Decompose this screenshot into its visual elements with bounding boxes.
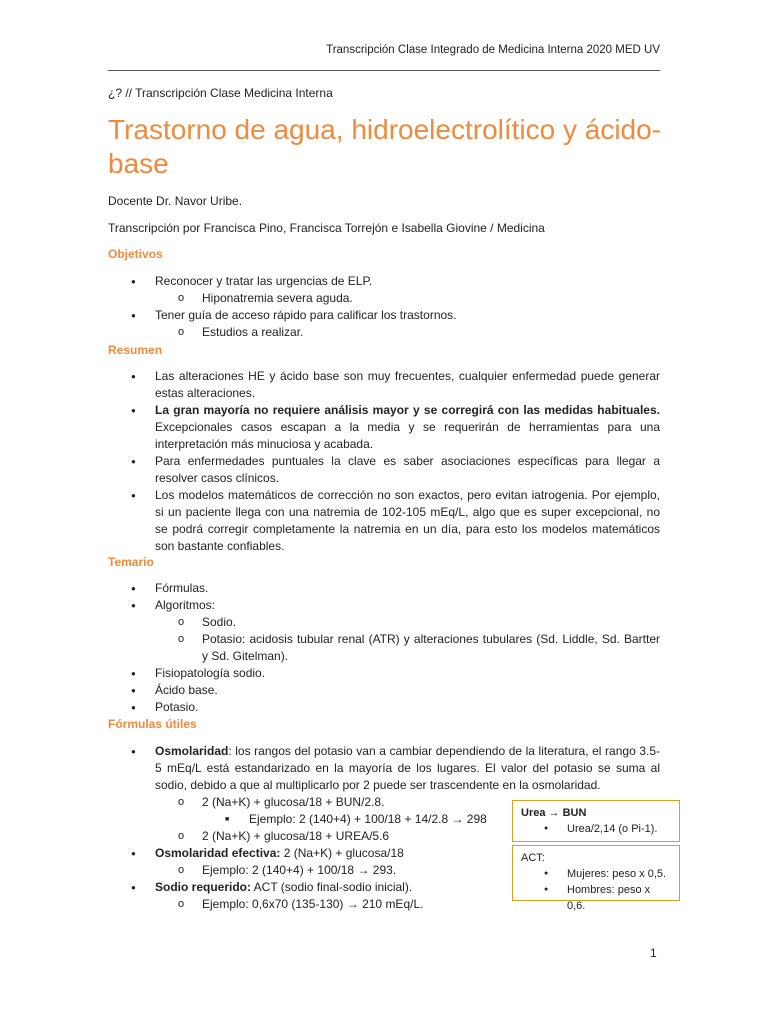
objetivos-list [108, 273, 660, 341]
list-item: ● Potasio. [108, 699, 660, 716]
list-item: ● La gran mayoría no requiere análisis mayor y se corregirá con las medidas habituales. Excepcionales casos escapan a la media y se requerirán de herramientas para una interpretación más minuciosa y acabada. [108, 402, 660, 453]
temario-list [108, 580, 660, 716]
document-title: Trastorno de agua, hidroelectrolítico y ácido-base [108, 114, 662, 179]
list-item: ● Mujeres: peso x 0,5. [521, 866, 671, 882]
section-heading-formulas: Fórmulas útiles [108, 717, 197, 731]
page-header [108, 39, 660, 71]
list-item: ● Ácido base. [108, 682, 660, 699]
list-item: ● Reconocer y tratar las urgencias de ELP. o Hiponatremia severa aguda. [108, 273, 660, 307]
list-item: ● Algoritmos: o Sodio. o Potasio: acidosis tubular renal (ATR) y alteraciones tubulares (Sd. Liddle, Sd. Bartter y Sd. Gitelman). [108, 597, 660, 665]
list-item: ● Las alteraciones HE y ácido base son muy frecuentes, cualquier enfermedad puede generar estas alteraciones. [108, 368, 660, 402]
running-title: Transcripción Clase Integrado de Medicina Interna 2020 MED UV [326, 44, 660, 56]
list-item: o Potasio: acidosis tubular renal (ATR) y alteraciones tubulares (Sd. Liddle, Sd. Bartter y Sd. Gitelman). [155, 631, 660, 665]
list-item: o Hiponatremia severa aguda. [155, 290, 660, 307]
list-item: ● Para enfermedades puntuales la clave es saber asociaciones específicas para llegar a resolver casos clínicos. [108, 453, 660, 487]
list-item: ● Fórmulas. [108, 580, 660, 597]
list-item: o Ejemplo: 0,6x70 (135-130) → 210 mEq/L. [155, 896, 505, 913]
resumen-list [108, 368, 660, 555]
section-heading-temario: Temario [108, 555, 154, 569]
section-heading-objetivos: Objetivos [108, 247, 163, 261]
box-title: ACT: [521, 852, 545, 864]
list-item: ● Osmolaridad: los rangos del potasio van a cambiar dependiendo de la literatura, el rango 3.5-5 mEq/L está estandarizado en la mayoría de los lugares. El valor del potasio se suma al sodio, debido a que al multiplicarlo por 2 puede ser trascendente en la osmolaridad. o 2 (Na+K) + glucosa/18 + BUN/2.8. ■ Ejemplo: 2 (140+4) + 100/18 + 14/2.8 → 298 o 2 (Na+K) + glucosa/18 + UREA/5.6 [108, 743, 660, 845]
transcription-credits: Transcripción por Francisca Pino, Francisca Torrejón e Isabella Giovine / Medicina [108, 221, 545, 235]
list-item: o 2 (Na+K) + glucosa/18 + BUN/2.8. ■ Ejemplo: 2 (140+4) + 100/18 + 14/2.8 → 298 [155, 794, 505, 828]
section-heading-resumen: Resumen [108, 343, 163, 357]
list-item: ● Tener guía de acceso rápido para calificar los trastornos. o Estudios a realizar. [108, 307, 660, 341]
list-item: ● Fisiopatología sodio. [108, 665, 660, 682]
list-item: o Sodio. [155, 614, 660, 631]
list-item: ● Urea/2,14 (o Pi-1). [521, 821, 671, 837]
document-kicker: ¿? // Transcripción Clase Medicina Interna [108, 86, 333, 100]
box-title: Urea → BUN [521, 807, 587, 819]
urea-bun-box [512, 800, 680, 842]
list-item: o Estudios a realizar. [155, 324, 660, 341]
list-item: ● Osmolaridad efectiva: 2 (Na+K) + glucosa/18 o Ejemplo: 2 (140+4) + 100/18 → 293. [108, 845, 660, 879]
page-number: 1 [650, 946, 657, 960]
list-item: ● Los modelos matemáticos de corrección no son exactos, pero evitan iatrogenia. Por ejemplo, si un paciente llega con una natremia de 102-105 mEq/L, algo que es super excepcional, no se podrá corregir completamente la natremia en un día, para esto los modelos matemáticos son bastante confiables. [108, 487, 660, 555]
list-item: ● Hombres: peso x 0,6. [521, 882, 671, 914]
list-item: o 2 (Na+K) + glucosa/18 + UREA/5.6 [155, 828, 505, 845]
list-item: ● Sodio requerido: ACT (sodio final-sodio inicial). o Ejemplo: 0,6x70 (135-130) → 210 mEq/L. [108, 879, 660, 913]
list-item: ■ Ejemplo: 2 (140+4) + 100/18 + 14/2.8 → 298 [202, 811, 505, 828]
act-box [512, 845, 680, 912]
docente-line: Docente Dr. Navor Uribe. [108, 194, 243, 208]
list-item: o Ejemplo: 2 (140+4) + 100/18 → 293. [155, 862, 505, 879]
